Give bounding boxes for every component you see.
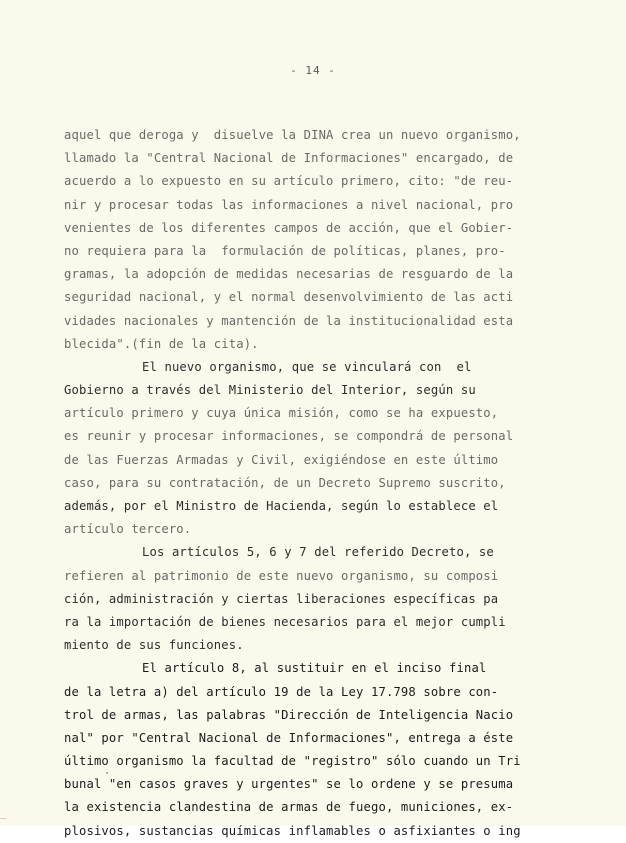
text-line: ra la importación de bienes necesarios para el mejor cumpli <box>64 614 506 629</box>
text-line: de las Fuerzas Armadas y Civil, exigiéndose en este último <box>64 452 499 467</box>
text-line: bunal "en casos graves y urgentes" se lo ordene y se presuma <box>64 777 514 792</box>
text-line: El nuevo organismo, que se vinculará con el <box>142 359 472 374</box>
text-line: último organismo la facultad de "registro" sólo cuando un Tri <box>64 754 521 769</box>
text-line: llamado la "Central Nacional de Informaciones" encargado, de <box>64 151 514 166</box>
text-line: blecida".(fin de la cita). <box>64 336 259 351</box>
text-line: además, por el Ministro de Hacienda, según lo establece el <box>64 499 499 513</box>
body-text <box>64 124 524 843</box>
page-number: - 14 - <box>290 64 336 77</box>
text-line: vidades nacionales y mantención de la institucionalidad esta <box>64 313 514 328</box>
text-line: no requiera para la formulación de políticas, planes, pro- <box>64 243 506 258</box>
scan-edge-mark <box>0 818 6 819</box>
text-line: nal" por "Central Nacional de Informaciones", entrega a éste <box>64 730 514 745</box>
text-line: El artículo 8, al sustituir en el inciso final <box>142 661 487 676</box>
text-line: Gobierno a través del Ministerio del Interior, según su <box>64 383 476 398</box>
text-line: artículo primero y cuya única misión, como se ha expuesto, <box>64 406 499 421</box>
text-line: es reunir y procesar informaciones, se compondrá de personal <box>64 429 514 444</box>
text-line: venientes de los diferentes campos de acción, que el Gobier- <box>64 220 514 235</box>
text-line: ción, administración y ciertas liberaciones específicas pa <box>64 591 499 606</box>
text-line: gramas, la adopción de medidas necesarias de resguardo de la <box>64 267 514 282</box>
text-line: seguridad nacional, y el normal desenvolvimiento de las acti <box>64 290 514 305</box>
text-line: nir y procesar todas las informaciones a nivel nacional, pro <box>64 197 514 212</box>
text-line: caso, para su contratación, de un Decreto Supremo suscrito, <box>64 475 506 490</box>
text-line: acuerdo a lo expuesto en su artículo primero, cito: "de reu- <box>64 174 514 189</box>
text-line: Los artículos 5, 6 y 7 del referido Decreto, se <box>142 545 494 560</box>
scan-speck <box>106 772 108 774</box>
text-line: trol de armas, las palabras "Dirección de Inteligencia Nacio <box>64 707 514 722</box>
text-line: la existencia clandestina de armas de fuego, municiones, ex- <box>64 800 514 815</box>
text-line: miento de sus funciones. <box>64 638 244 653</box>
text-line: artículo tercero. <box>64 522 192 537</box>
text-line: plosivos, sustancias químicas inflamables o asfixiantes o ing <box>64 823 521 838</box>
text-line: de la letra a) del artículo 19 de la Ley 17.798 sobre con- <box>64 684 499 699</box>
text-line: refieren al patrimonio de este nuevo organismo, su composi <box>64 568 499 583</box>
text-line: aquel que deroga y disuelve la DINA crea un nuevo organismo, <box>64 128 521 142</box>
